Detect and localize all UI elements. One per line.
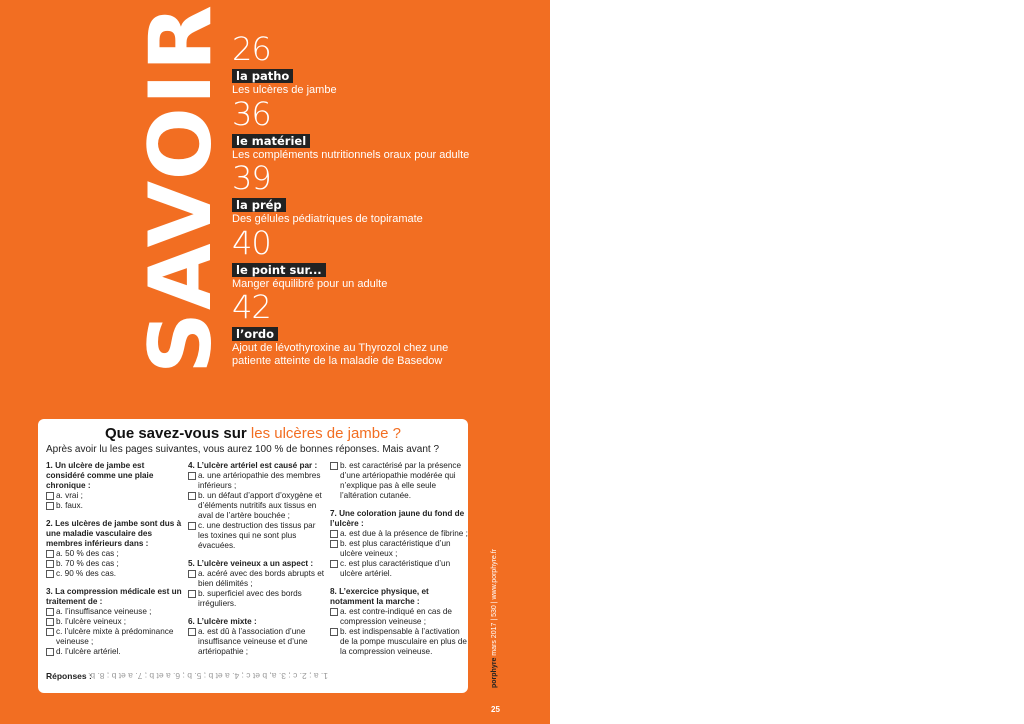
toc-entry[interactable] (232, 95, 470, 162)
answer-option[interactable]: b. est indispensable à l’activation de la pompe musculaire en plus de la compression veineuse. (330, 627, 468, 657)
question-5 (188, 559, 326, 609)
question-title: 3. La compression médicale est un traitement de : (46, 587, 182, 606)
checkbox-icon[interactable] (46, 502, 54, 510)
answer-option[interactable]: b. faux. (46, 501, 184, 511)
toc-description: Les ulcères de jambe (232, 84, 337, 96)
toc-description: Ajout de lévothyroxine au Thyrozol chez une patiente atteinte de la maladie de Basedow (232, 342, 449, 367)
question-1 (46, 461, 184, 511)
question-2 (46, 519, 184, 579)
toc-page-number: 36 (232, 95, 271, 133)
issue-meta: mars 2017 | 530 | www.porphyre.fr (491, 548, 498, 656)
quiz-column-2 (188, 461, 326, 665)
answer-option[interactable]: b. est caractérisé par la présence d’une artériopathie modérée qui n’explique pas à elle seule l’altération cutanée. (330, 461, 468, 501)
quiz-box (38, 419, 468, 693)
checkbox-icon[interactable] (46, 560, 54, 568)
checkbox-icon[interactable] (330, 540, 338, 548)
question-title: 8. L’exercice physique, et notamment la marche : (330, 587, 429, 606)
answer-option[interactable]: a. l’insuffisance veineuse ; (46, 607, 184, 617)
section-title: SAVOIR (131, 2, 231, 374)
toc-rubric-tag: le point sur... (232, 263, 326, 277)
answer-option[interactable]: a. 50 % des cas ; (46, 549, 184, 559)
quiz-title-topic: les ulcères de jambe ? (250, 425, 401, 442)
answer-option[interactable]: c. est plus caractéristique d’un ulcère artériel. (330, 559, 468, 579)
toc-rubric-tag: l’ordo (232, 327, 278, 341)
question-7 (330, 509, 468, 579)
answer-option[interactable]: a. est dû à l’association d’une insuffisance veineuse et d’une artériopathie ; (188, 627, 326, 657)
toc-description: Manger équilibré pour un adulte (232, 278, 388, 290)
checkbox-icon[interactable] (46, 492, 54, 500)
checkbox-icon[interactable] (46, 628, 54, 636)
question-8 (330, 587, 468, 657)
answers-label: Réponses : (46, 671, 92, 681)
toc-page-number: 40 (232, 224, 271, 262)
quiz-title (38, 425, 468, 443)
quiz-column-1 (46, 461, 184, 665)
toc-entry[interactable] (232, 288, 472, 368)
brand-logo: porphyre (491, 657, 498, 688)
page-number: 25 (491, 705, 500, 714)
checkbox-icon[interactable] (330, 628, 338, 636)
checkbox-icon[interactable] (46, 618, 54, 626)
toc-rubric-tag: la prép (232, 198, 286, 212)
question-title: 4. L’ulcère artériel est causé par : (188, 461, 318, 470)
answer-option[interactable]: a. vrai ; (46, 491, 184, 501)
checkbox-icon[interactable] (46, 570, 54, 578)
question-6-continued (330, 461, 468, 501)
answer-option[interactable]: b. un défaut d’apport d’oxygène et d’éléments nutritifs aux tissus en aval de l’artère bouchée ; (188, 491, 326, 521)
answer-option[interactable]: d. l’ulcère artériel. (46, 647, 184, 657)
answer-option[interactable]: a. est contre-indiqué en cas de compression veineuse ; (330, 607, 468, 627)
question-3 (46, 587, 184, 657)
toc-page-number: 42 (232, 288, 271, 326)
checkbox-icon[interactable] (188, 492, 196, 500)
checkbox-icon[interactable] (330, 530, 338, 538)
toc-entry[interactable] (232, 159, 423, 226)
answer-option[interactable]: b. 70 % des cas ; (46, 559, 184, 569)
answers-upside-down: 1. a ; 2. c ; 3. a, b et c ; 4. a et b ; 5. b ; 6. a et b ; 7. a et b ; 8. b. (88, 671, 329, 681)
toc-page-number: 26 (232, 30, 271, 68)
question-title: 6. L’ulcère mixte : (188, 617, 257, 626)
question-title: 2. Les ulcères de jambe sont dus à une maladie vasculaire des membres inférieurs dans : (46, 519, 182, 548)
checkbox-icon[interactable] (188, 628, 196, 636)
checkbox-icon[interactable] (188, 590, 196, 598)
toc-entry[interactable] (232, 30, 337, 97)
toc-entry[interactable] (232, 224, 388, 291)
checkbox-icon[interactable] (46, 648, 54, 656)
answer-option[interactable]: a. est due à la présence de fibrine ; (330, 529, 468, 539)
quiz-title-bold: Que savez-vous sur (105, 425, 251, 442)
answer-option[interactable]: c. l’ulcère mixte à prédominance veineuse ; (46, 627, 184, 647)
answer-option[interactable]: a. acéré avec des bords abrupts et bien délimités ; (188, 569, 326, 589)
checkbox-icon[interactable] (330, 560, 338, 568)
checkbox-icon[interactable] (330, 462, 338, 470)
toc-page-number: 39 (232, 159, 271, 197)
toc-rubric-tag: la patho (232, 69, 293, 83)
checkbox-icon[interactable] (330, 608, 338, 616)
blank-facing-page (550, 0, 1024, 724)
answer-option[interactable]: c. 90 % des cas. (46, 569, 184, 579)
toc-description: Les compléments nutritionnels oraux pour adulte (232, 149, 470, 161)
quiz-intro: Après avoir lu les pages suivantes, vous aurez 100 % de bonnes réponses. Mais avant ? (46, 444, 440, 455)
answer-option[interactable]: b. l’ulcère veineux ; (46, 617, 184, 627)
question-title: 5. L’ulcère veineux a un aspect : (188, 559, 314, 568)
question-6 (188, 617, 326, 657)
side-footer (491, 549, 498, 688)
question-title: 1. Un ulcère de jambe est considéré comme une plaie chronique : (46, 461, 154, 490)
quiz-column-3 (330, 461, 468, 665)
answer-option[interactable]: a. une artériopathie des membres inférieurs ; (188, 471, 326, 491)
answer-option[interactable]: c. une destruction des tissus par les toxines qui ne sont plus évacuées. (188, 521, 326, 551)
checkbox-icon[interactable] (188, 570, 196, 578)
question-title: 7. Une coloration jaune du fond de l’ulcère : (330, 509, 465, 528)
toc-rubric-tag: le matériel (232, 134, 310, 148)
checkbox-icon[interactable] (46, 550, 54, 558)
checkbox-icon[interactable] (188, 472, 196, 480)
checkbox-icon[interactable] (188, 522, 196, 530)
answer-option[interactable]: b. est plus caractéristique d’un ulcère veineux ; (330, 539, 468, 559)
toc-description: Des gélules pédiatriques de topiramate (232, 213, 423, 225)
question-4 (188, 461, 326, 551)
checkbox-icon[interactable] (46, 608, 54, 616)
answer-option[interactable]: b. superficiel avec des bords irréguliers. (188, 589, 326, 609)
